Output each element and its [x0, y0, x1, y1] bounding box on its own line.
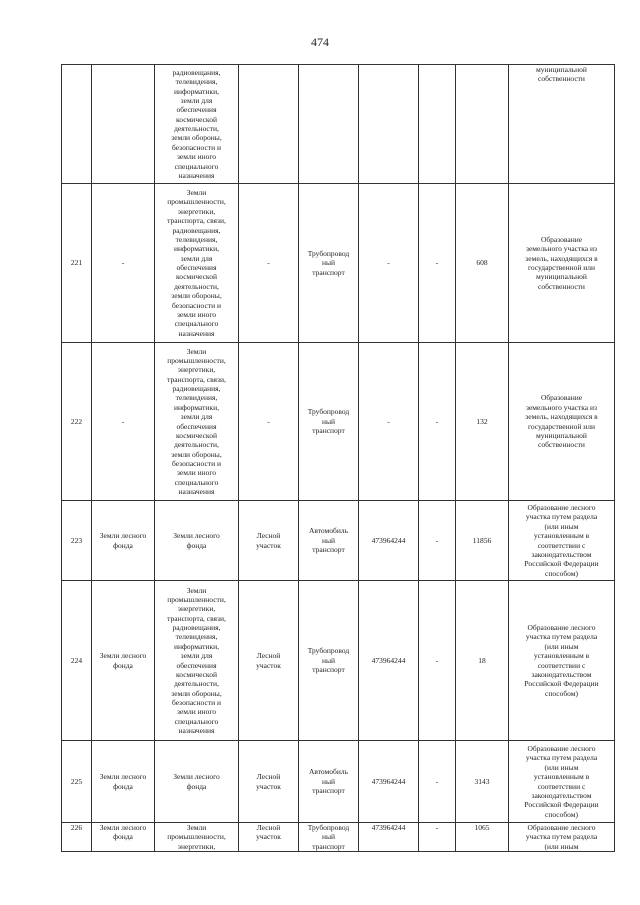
cadastral-cell: -	[359, 184, 419, 343]
cadastral-cell: 473964244	[359, 823, 419, 852]
land-type-cell: Земли лесного фонда	[155, 741, 239, 823]
land-type-cell: Земли промышленности, энергетики, транспорта, связи, радиовещания, телевидения, информатики, земли для обеспечения космической деятельности, земли обороны, безопасности и земли иного специального назначения	[155, 343, 239, 501]
plot-type-cell: -	[239, 184, 299, 343]
land-category-cell: -	[92, 343, 155, 501]
table-row	[62, 823, 615, 852]
dash-cell: -	[419, 581, 456, 741]
plot-type-cell: Лесной участок	[239, 823, 299, 852]
dash-cell: -	[419, 741, 456, 823]
land-category-cell: Земли лесного фонда	[92, 501, 155, 581]
land-category-cell: Земли лесного фонда	[92, 823, 155, 852]
object-cell: Трубопровод ный транспорт	[299, 581, 359, 741]
land-type-cell: радиовещания, телевидения, информатики, земли для обеспечения космической деятельности, земли обороны, безопасности и земли иного специального назначения	[155, 65, 239, 184]
row-number-cell: 221	[62, 184, 92, 343]
table-row	[62, 741, 615, 823]
object-cell: Трубопровод ный транспорт	[299, 343, 359, 501]
page-number: 474	[311, 35, 329, 49]
dash-cell: -	[419, 343, 456, 501]
area-cell: 3143	[456, 741, 509, 823]
area-cell: 1065	[456, 823, 509, 852]
row-number-cell: 223	[62, 501, 92, 581]
dash-cell: -	[419, 501, 456, 581]
cadastral-cell: 473964244	[359, 741, 419, 823]
dash-cell: -	[419, 184, 456, 343]
method-cell: Образование лесного участка путем раздела (или иным установленным в соответствии с законодательством Российской Федерации способом)	[509, 741, 615, 823]
method-cell: Образование земельного участка из земель, находящихся в государственной или муниципальной собственности	[509, 343, 615, 501]
row-number-cell: 222	[62, 343, 92, 501]
table-row	[62, 501, 615, 581]
table-row	[62, 65, 615, 184]
method-cell: Образование лесного участка путем раздела (или иным установленным в соответствии с законодательством Российской Федерации способом)	[509, 581, 615, 741]
dash-cell: -	[419, 823, 456, 852]
table-row	[62, 343, 615, 501]
method-cell: Образование лесного участка путем раздела (или иным установленным в соответствии с законодательством Российской Федерации способом)	[509, 501, 615, 581]
plot-type-cell: Лесной участок	[239, 581, 299, 741]
row-number-cell	[62, 65, 92, 184]
cadastral-cell: 473964244	[359, 501, 419, 581]
table-row	[62, 581, 615, 741]
area-cell	[456, 65, 509, 184]
object-cell: Автомобиль ный транспорт	[299, 741, 359, 823]
plot-type-cell: Лесной участок	[239, 741, 299, 823]
area-cell: 132	[456, 343, 509, 501]
land-category-cell: Земли лесного фонда	[92, 741, 155, 823]
plot-type-cell	[239, 65, 299, 184]
cadastral-cell: 473964244	[359, 581, 419, 741]
area-cell: 11856	[456, 501, 509, 581]
table-row	[62, 184, 615, 343]
object-cell	[299, 65, 359, 184]
land-category-cell: -	[92, 184, 155, 343]
land-type-cell: Земли промышленности, энергетики,	[155, 823, 239, 852]
row-number-cell: 225	[62, 741, 92, 823]
area-cell: 608	[456, 184, 509, 343]
row-number-cell: 226	[62, 823, 92, 852]
land-category-cell	[92, 65, 155, 184]
method-cell: Образование земельного участка из земель, находящихся в государственной или муниципальной собственности	[509, 184, 615, 343]
object-cell: Трубопровод ный транспорт	[299, 184, 359, 343]
method-cell: Образование лесного участка путем раздела (или иным	[509, 823, 615, 852]
area-cell: 18	[456, 581, 509, 741]
dash-cell	[419, 65, 456, 184]
object-cell: Автомобиль ный транспорт	[299, 501, 359, 581]
land-type-cell: Земли промышленности, энергетики, транспорта, связи, радиовещания, телевидения, информатики, земли для обеспечения космической деятельности, земли обороны, безопасности и земли иного специального назначения	[155, 581, 239, 741]
land-type-cell: Земли лесного фонда	[155, 501, 239, 581]
land-plots-table	[61, 64, 615, 852]
cadastral-cell: -	[359, 343, 419, 501]
method-cell: муниципальной собственности	[509, 65, 615, 184]
plot-type-cell: -	[239, 343, 299, 501]
object-cell: Трубопровод ный транспорт	[299, 823, 359, 852]
row-number-cell: 224	[62, 581, 92, 741]
plot-type-cell: Лесной участок	[239, 501, 299, 581]
land-type-cell: Земли промышленности, энергетики, транспорта, связи, радиовещания, телевидения, информатики, земли для обеспечения космической деятельности, земли обороны, безопасности и земли иного специального назначения	[155, 184, 239, 343]
cadastral-cell	[359, 65, 419, 184]
land-category-cell: Земли лесного фонда	[92, 581, 155, 741]
